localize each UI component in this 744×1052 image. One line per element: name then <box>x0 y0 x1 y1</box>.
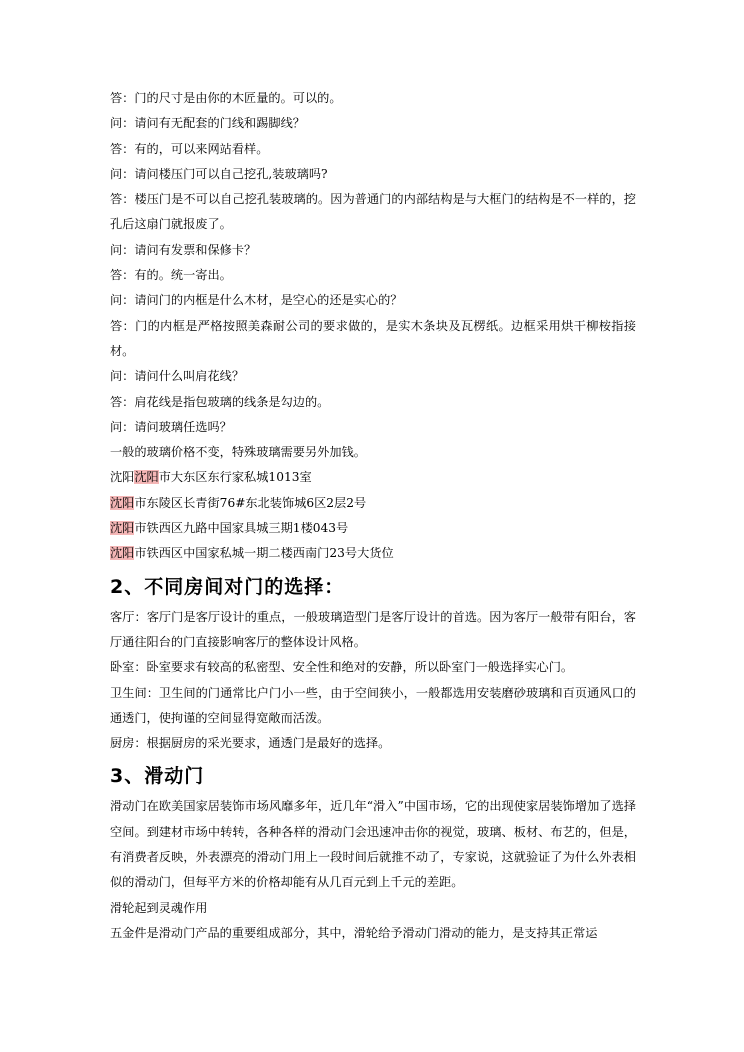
address-text: 市铁西区中国家私城一期二楼西南门23号大货位 <box>134 546 394 561</box>
kitchen-paragraph: 厨房：根据厨房的采光要求，通透门是最好的选择。 <box>110 736 391 751</box>
bathroom-paragraph: 卫生间：卫生间的门通常比户门小一些，由于空间狭小，一般都选用安装磨砂玻璃和百页通风口的通透门，使拘谨的空间显得宽敞而活泼。 <box>110 685 636 725</box>
address-prefix: 沈阳 <box>110 470 135 485</box>
address-text: 市东陵区长青街76#东北装饰城6区2层2号 <box>134 495 367 510</box>
hardware-paragraph: 五金件是滑动门产品的重要组成部分，其中，滑轮给予滑动门滑动的能力，是支持其正常运 <box>110 925 598 940</box>
section-3-heading: 3、滑动门 <box>110 765 205 788</box>
address-line <box>110 491 636 516</box>
bedroom-paragraph: 卧室：卧室要求有较高的私密型、安全性和绝对的安静，所以卧室门一般选择实心门。 <box>110 660 574 675</box>
document-page <box>110 86 636 946</box>
qa-line: 问：请问有无配套的门线和踢脚线？ <box>110 116 305 131</box>
section-2-heading: 2、不同房间对门的选择： <box>110 575 345 598</box>
qa-line: 问：请问有发票和保修卡？ <box>110 242 257 257</box>
qa-line: 答：门的尺寸是由你的木匠量的。可以的。 <box>110 91 342 105</box>
address-line <box>110 465 636 490</box>
address-text: 市铁西区九路中国家具城三期1楼043号 <box>134 521 349 536</box>
qa-paragraph: 答：门的内框是严格按照美森耐公司的要求做的，是实木条块及瓦楞纸。边框采用烘干柳桉指接材。 <box>110 318 636 358</box>
address-line <box>110 541 636 566</box>
qa-line: 答：有的，可以来网站看样。 <box>110 141 269 156</box>
qa-line: 一般的玻璃价格不变，特殊玻璃需要另外加钱。 <box>110 445 366 460</box>
qa-line: 问：请问玻璃任选吗？ <box>110 419 232 434</box>
highlighted-city: 沈阳 <box>134 470 159 485</box>
highlighted-city: 沈阳 <box>110 521 135 536</box>
highlighted-city: 沈阳 <box>110 546 135 561</box>
living-room-paragraph: 客厅：客厅门是客厅设计的重点，一般玻璃造型门是客厅设计的首选。因为客厅一般带有阳台，客厅通往阳台的门直接影响客厅的整体设计风格。 <box>110 609 636 649</box>
qa-line: 问：请问楼压门可以自己挖孔,装玻璃吗? <box>110 166 328 181</box>
highlighted-city: 沈阳 <box>110 495 135 510</box>
qa-line: 问：请问门的内框是什么木材，是空心的还是实心的？ <box>110 293 403 308</box>
qa-line: 答：肩花线是指包玻璃的线条是勾边的。 <box>110 394 330 409</box>
qa-line: 答：有的。统一寄出。 <box>110 268 232 283</box>
qa-line: 问：请问什么叫肩花线？ <box>110 369 245 384</box>
address-text: 市大东区东行家私城1013室 <box>158 470 312 485</box>
address-line <box>110 516 636 541</box>
qa-paragraph: 答：楼压门是不可以自己挖孔装玻璃的。因为普通门的内部结构是与大框门的结构是不一样的，挖孔后这扇门就报废了。 <box>110 192 636 232</box>
sliding-door-paragraph: 滑动门在欧美国家居装饰市场风靡多年，近几年“滑入”中国市场，它的出现使家居装饰增加了选择空间。到建材市场中转转，各种各样的滑动门会迅速冲击你的视觉，玻璃、板材、布艺的，但是，有消费者反映，外表漂亮的滑动门用上一段时间后就推不动了，专家说，这就验证了为什么外表相似的滑动门，但每平方米的价格却能有从几百元到上千元的差距。 <box>110 799 636 890</box>
subheading: 滑轮起到灵魂作用 <box>110 900 208 915</box>
